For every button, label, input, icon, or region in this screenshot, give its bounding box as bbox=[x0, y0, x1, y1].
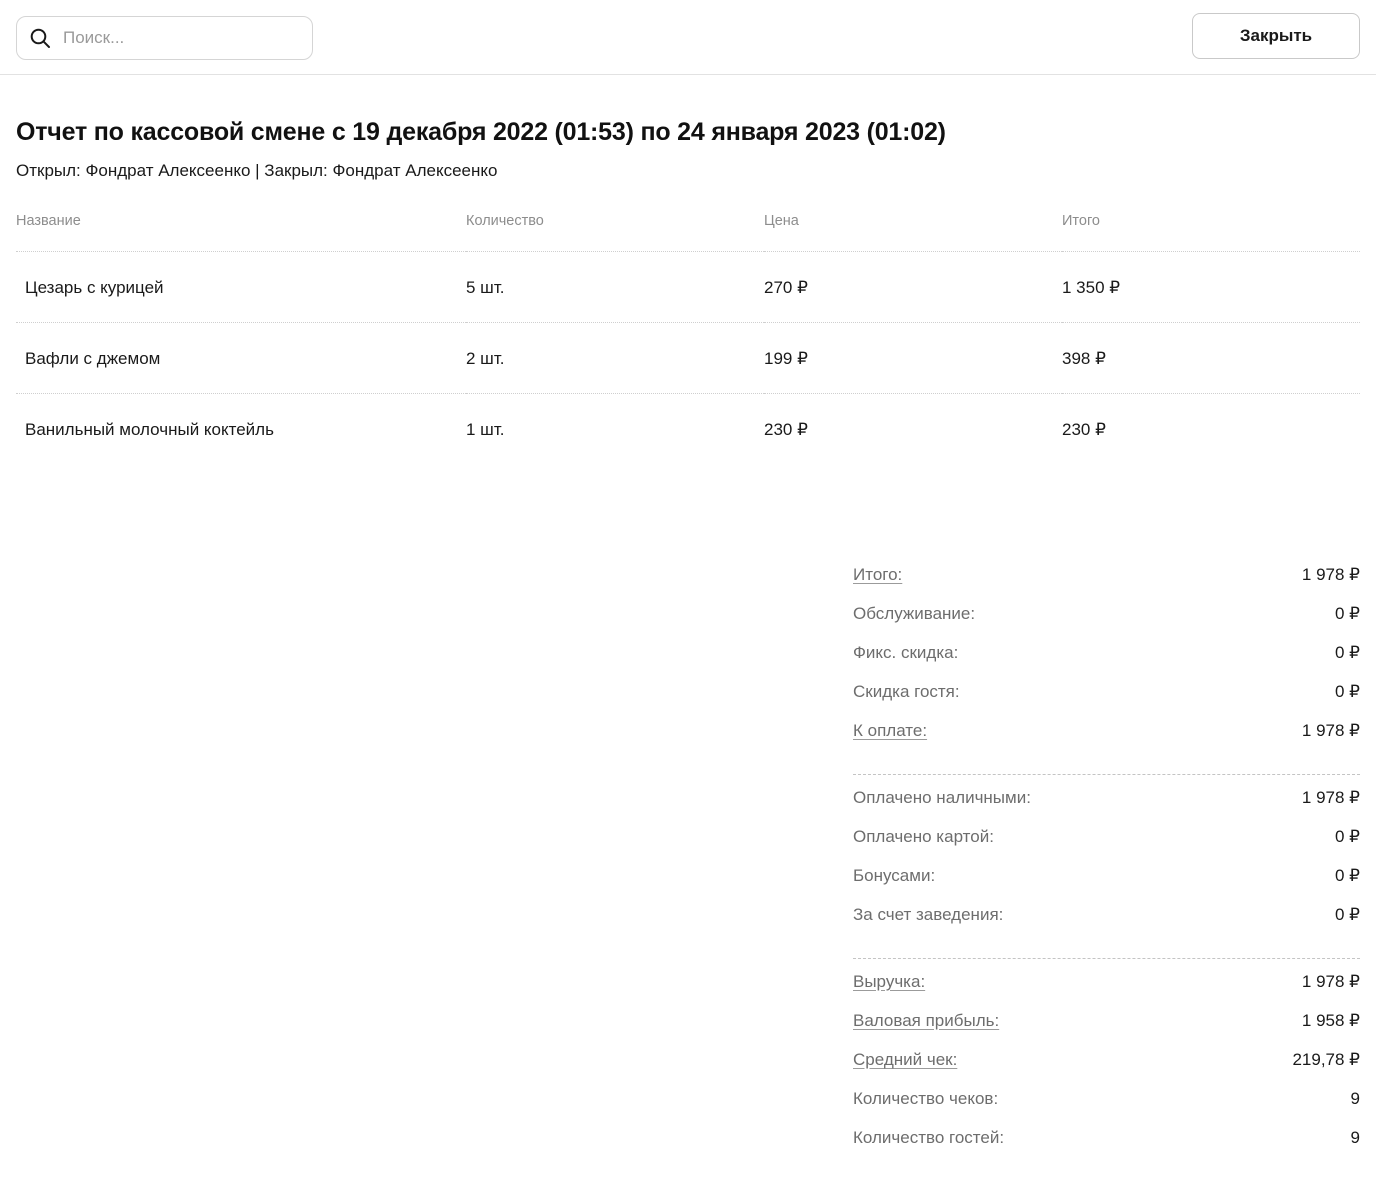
items-table bbox=[16, 213, 1360, 464]
totals-value: 1 958 ₽ bbox=[1301, 1011, 1360, 1030]
totals-value: 0 ₽ bbox=[1335, 905, 1360, 924]
totals-row bbox=[853, 604, 1360, 643]
cell-price: 230 ₽ bbox=[764, 394, 1062, 465]
totals-row bbox=[853, 1011, 1360, 1050]
totals-label: К оплате: bbox=[853, 721, 928, 740]
totals-value: 0 ₽ bbox=[1335, 866, 1360, 885]
cell-total: 1 350 ₽ bbox=[1062, 252, 1360, 323]
totals-label: Валовая прибыль: bbox=[853, 1011, 1000, 1030]
totals-value: 0 ₽ bbox=[1335, 682, 1360, 701]
totals-row bbox=[853, 866, 1360, 905]
table-row[interactable] bbox=[16, 252, 1360, 323]
totals-value: 9 bbox=[1350, 1128, 1360, 1147]
totals-group-payments bbox=[853, 788, 1360, 944]
totals-label: За счет заведения: bbox=[853, 905, 1004, 924]
totals-row bbox=[853, 1128, 1360, 1167]
totals-label: Средний чек: bbox=[853, 1050, 958, 1069]
totals-label: Количество гостей: bbox=[853, 1128, 1005, 1147]
totals-label: Фикс. скидка: bbox=[853, 643, 959, 662]
table-row[interactable] bbox=[16, 323, 1360, 394]
totals-label: Количество чеков: bbox=[853, 1089, 999, 1108]
totals-row bbox=[853, 905, 1360, 944]
totals-label: Бонусами: bbox=[853, 866, 936, 885]
totals-group-summary bbox=[853, 972, 1360, 1167]
cell-name: Ванильный молочный коктейль bbox=[16, 394, 466, 465]
totals-row bbox=[853, 721, 1360, 760]
totals-value: 1 978 ₽ bbox=[1301, 721, 1360, 740]
totals-value: 0 ₽ bbox=[1335, 604, 1360, 623]
report-subtitle: Открыл: Фондрат Алексеенко | Закрыл: Фондрат Алексеенко bbox=[16, 161, 498, 180]
cell-price: 199 ₽ bbox=[764, 323, 1062, 394]
table-row[interactable] bbox=[16, 394, 1360, 465]
totals-label: Оплачено наличными: bbox=[853, 788, 1031, 807]
totals-row bbox=[853, 827, 1360, 866]
totals-value: 0 ₽ bbox=[1335, 643, 1360, 662]
cell-name: Цезарь с курицей bbox=[16, 252, 466, 323]
cell-total: 398 ₽ bbox=[1062, 323, 1360, 394]
totals-value: 0 ₽ bbox=[1335, 827, 1360, 846]
totals-row bbox=[853, 972, 1360, 1011]
totals-row bbox=[853, 788, 1360, 827]
column-header-quantity: Количество bbox=[466, 213, 544, 229]
table-header bbox=[16, 213, 1360, 252]
cell-quantity: 5 шт. bbox=[466, 252, 764, 323]
totals-value: 1 978 ₽ bbox=[1301, 788, 1360, 807]
divider bbox=[853, 774, 1360, 775]
cell-name: Вафли с джемом bbox=[16, 323, 466, 394]
totals-label: Итого: bbox=[853, 565, 903, 584]
totals-panel bbox=[853, 565, 1360, 1167]
divider bbox=[853, 958, 1360, 959]
totals-label: Обслуживание: bbox=[853, 604, 976, 623]
column-header-total: Итого bbox=[1062, 213, 1100, 229]
totals-value: 219,78 ₽ bbox=[1292, 1050, 1360, 1069]
totals-label: Выручка: bbox=[853, 972, 926, 991]
search-input[interactable] bbox=[61, 27, 300, 49]
totals-group-order bbox=[853, 565, 1360, 760]
report-content bbox=[0, 118, 1376, 464]
totals-label: Скидка гостя: bbox=[853, 682, 960, 701]
page-title: Отчет по кассовой смене с 19 декабря 2022 (01:53) по 24 января 2023 (01:02) bbox=[16, 118, 946, 146]
totals-value: 1 978 ₽ bbox=[1301, 565, 1360, 584]
totals-value: 9 bbox=[1350, 1089, 1360, 1108]
search-icon bbox=[29, 27, 51, 49]
totals-row bbox=[853, 643, 1360, 682]
table-body bbox=[16, 252, 1360, 465]
cell-total: 230 ₽ bbox=[1062, 394, 1360, 465]
totals-row bbox=[853, 682, 1360, 721]
totals-label: Оплачено картой: bbox=[853, 827, 994, 846]
totals-row bbox=[853, 1050, 1360, 1089]
totals-row bbox=[853, 565, 1360, 604]
totals-value: 1 978 ₽ bbox=[1301, 972, 1360, 991]
column-header-name: Название bbox=[16, 213, 81, 229]
column-header-price: Цена bbox=[764, 213, 799, 229]
top-bar bbox=[0, 0, 1376, 75]
cell-quantity: 1 шт. bbox=[466, 394, 764, 465]
close-button[interactable]: Закрыть bbox=[1192, 13, 1360, 59]
totals-row bbox=[853, 1089, 1360, 1128]
search-box[interactable] bbox=[16, 16, 313, 60]
cell-price: 270 ₽ bbox=[764, 252, 1062, 323]
cell-quantity: 2 шт. bbox=[466, 323, 764, 394]
